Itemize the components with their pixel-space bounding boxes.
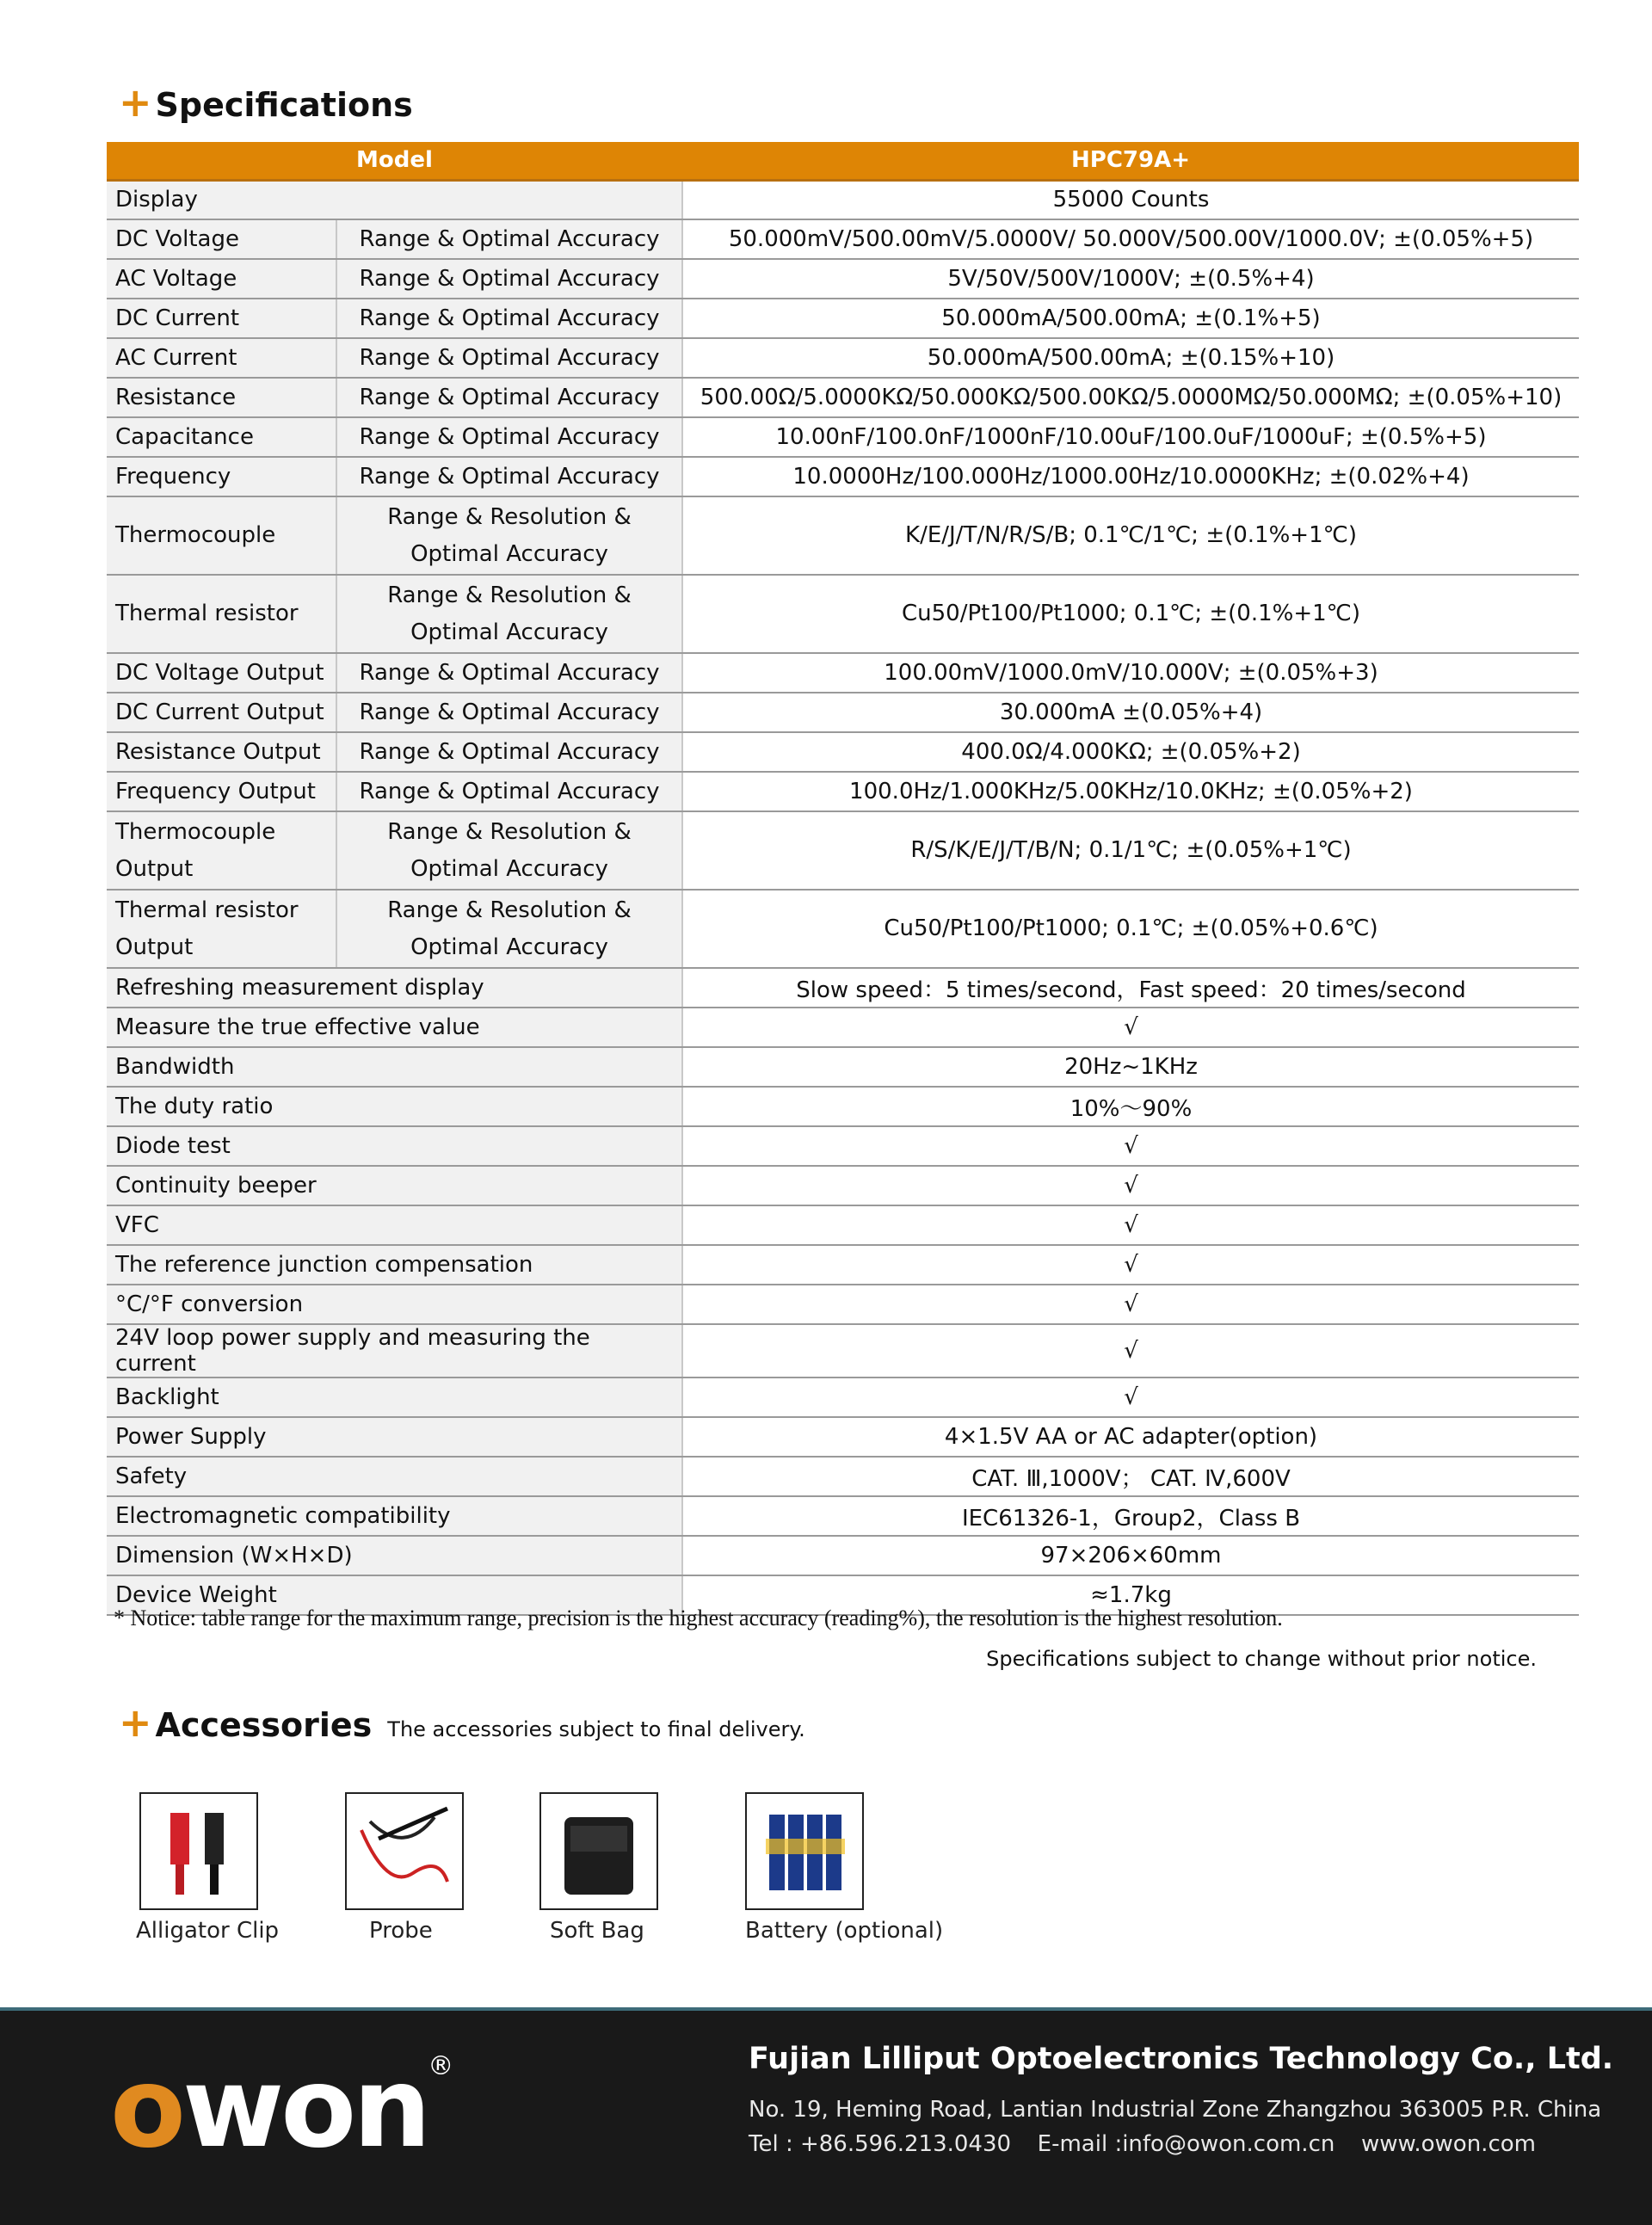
row-label: Display [107, 180, 682, 219]
table-row [107, 772, 1579, 811]
row-type: Range & Optimal Accuracy [336, 457, 682, 496]
row-value: 500.00Ω/5.0000KΩ/50.000KΩ/500.00KΩ/5.0000MΩ/50.000MΩ; ±(0.05%+10) [682, 378, 1579, 417]
owon-logo: owon® [110, 2044, 451, 2173]
row-type: Range & Optimal Accuracy [336, 693, 682, 732]
table-row [107, 653, 1579, 693]
accessory-alligator-clip [136, 1792, 280, 1944]
row-value: 50.000mA/500.00mA; ±(0.15%+10) [682, 338, 1579, 378]
row-label: Safety [107, 1457, 682, 1496]
accessories-heading [119, 1699, 805, 1746]
row-value: 20Hz~1KHz [682, 1047, 1579, 1087]
row-label: Capacitance [107, 417, 336, 457]
table-row [107, 338, 1579, 378]
row-label: VFC [107, 1205, 682, 1245]
row-label: DC Current [107, 299, 336, 338]
row-value: √ [682, 1008, 1579, 1047]
row-label: Continuity beeper [107, 1166, 682, 1205]
row-value: 4×1.5V AA or AC adapter(option) [682, 1417, 1579, 1457]
row-label: Thermal resistor Output [107, 890, 336, 968]
row-value: √ [682, 1205, 1579, 1245]
row-value: ≈1.7kg [682, 1575, 1579, 1615]
company-name: Fujian Lilliput Optoelectronics Technology Co., Ltd. [749, 2042, 1614, 2076]
row-value: √ [682, 1285, 1579, 1324]
row-label: Backlight [107, 1378, 682, 1417]
table-row [107, 457, 1579, 496]
accessory-probe [345, 1792, 464, 1944]
specifications-heading [119, 79, 413, 126]
row-label: Dimension (W×H×D) [107, 1536, 682, 1575]
notice: * Notice: table range for the maximum range, precision is the highest accuracy (reading%), the resolution is the highest resolution. [114, 1606, 1283, 1630]
accessory-label: Probe [369, 1918, 433, 1944]
battery-image [745, 1792, 864, 1910]
table-row [107, 1166, 1579, 1205]
row-label: °C/°F conversion [107, 1285, 682, 1324]
row-value: √ [682, 1166, 1579, 1205]
table-row [107, 1496, 1579, 1536]
contact-info [749, 2131, 1536, 2157]
row-value: 97×206×60mm [682, 1536, 1579, 1575]
accessory-label: Alligator Clip [136, 1918, 280, 1944]
alligator-clip-image [139, 1792, 258, 1910]
accessory-battery [745, 1792, 944, 1944]
row-label: Thermocouple Output [107, 811, 336, 890]
row-value: 30.000mA ±(0.05%+4) [682, 693, 1579, 732]
row-value: Cu50/Pt100/Pt1000; 0.1℃; ±(0.1%+1℃) [682, 575, 1579, 653]
table-row [107, 1047, 1579, 1087]
company-address: No. 19, Heming Road, Lantian Industrial Zone Zhangzhou 363005 P.R. China [749, 2097, 1602, 2123]
header-model-name: HPC79A+ [682, 142, 1579, 180]
row-label: Resistance Output [107, 732, 336, 772]
row-type: Range & Optimal Accuracy [336, 378, 682, 417]
row-label: Electromagnetic compatibility [107, 1496, 682, 1536]
row-type: Range & Optimal Accuracy [336, 299, 682, 338]
table-row [107, 1324, 1579, 1378]
row-value: 10%～90% [682, 1087, 1579, 1126]
row-value: Slow speed：5 times/second，Fast speed：20 times/second [682, 968, 1579, 1008]
specifications-title: Specifications [155, 86, 413, 124]
row-label: Thermal resistor [107, 575, 336, 653]
notice-change: Specifications subject to change without prior notice. [986, 1647, 1537, 1671]
row-type: Range & Optimal Accuracy [336, 417, 682, 457]
row-label: Frequency Output [107, 772, 336, 811]
table-row [107, 1536, 1579, 1575]
table-row [107, 378, 1579, 417]
table-row [107, 417, 1579, 457]
row-label: The reference junction compensation [107, 1245, 682, 1285]
row-value: √ [682, 1126, 1579, 1166]
table-row [107, 732, 1579, 772]
soft-bag-image [539, 1792, 658, 1910]
row-label: AC Current [107, 338, 336, 378]
table-row [107, 1417, 1579, 1457]
row-value: √ [682, 1245, 1579, 1285]
row-label: Measure the true effective value [107, 1008, 682, 1047]
row-value: 55000 Counts [682, 180, 1579, 219]
plus-icon: + [119, 79, 152, 126]
accessories-title: Accessories [155, 1706, 373, 1744]
row-label: DC Voltage Output [107, 653, 336, 693]
table-row [107, 693, 1579, 732]
row-label: Bandwidth [107, 1047, 682, 1087]
row-label: The duty ratio [107, 1087, 682, 1126]
accessories-subtitle: The accessories subject to final delivery. [387, 1717, 805, 1741]
table-row [107, 890, 1579, 968]
row-value: IEC61326-1，Group2，Class B [682, 1496, 1579, 1536]
table-row [107, 575, 1579, 653]
row-type: Range & Optimal Accuracy [336, 653, 682, 693]
table-row [107, 1008, 1579, 1047]
table-row [107, 968, 1579, 1008]
row-value: 100.00mV/1000.0mV/10.000V; ±(0.05%+3) [682, 653, 1579, 693]
table-row [107, 1245, 1579, 1285]
accessory-soft-bag [539, 1792, 658, 1944]
table-row [107, 1378, 1579, 1417]
row-label: Resistance [107, 378, 336, 417]
table-row [107, 1205, 1579, 1245]
row-value: 5V/50V/500V/1000V; ±(0.5%+4) [682, 259, 1579, 299]
row-label: Device Weight [107, 1575, 682, 1615]
row-value: 10.00nF/100.0nF/1000nF/10.00uF/100.0uF/1000uF; ±(0.5%+5) [682, 417, 1579, 457]
row-type: Range & Resolution & Optimal Accuracy [336, 811, 682, 890]
table-row [107, 1087, 1579, 1126]
row-type: Range & Optimal Accuracy [336, 772, 682, 811]
website-link[interactable]: www.owon.com [1360, 2131, 1536, 2157]
row-label: Power Supply [107, 1417, 682, 1457]
row-label: DC Voltage [107, 219, 336, 259]
row-value: 400.0Ω/4.000KΩ; ±(0.05%+2) [682, 732, 1579, 772]
row-value: 10.0000Hz/100.000Hz/1000.00Hz/10.0000KHz; ±(0.02%+4) [682, 457, 1579, 496]
row-value: K/E/J/T/N/R/S/B; 0.1℃/1℃; ±(0.1%+1℃) [682, 496, 1579, 575]
row-type: Range & Optimal Accuracy [336, 259, 682, 299]
table-row [107, 1285, 1579, 1324]
row-label: DC Current Output [107, 693, 336, 732]
row-label: AC Voltage [107, 259, 336, 299]
row-value: √ [682, 1324, 1579, 1378]
row-value: 50.000mV/500.00mV/5.0000V/ 50.000V/500.00V/1000.0V; ±(0.05%+5) [682, 219, 1579, 259]
row-label: 24V loop power supply and measuring the current [107, 1324, 682, 1378]
header-model: Model [107, 142, 682, 180]
row-label: Thermocouple [107, 496, 336, 575]
accessory-label: Battery (optional) [745, 1918, 944, 1944]
row-value: 100.0Hz/1.000KHz/5.00KHz/10.0KHz; ±(0.05%+2) [682, 772, 1579, 811]
row-type: Range & Resolution & Optimal Accuracy [336, 496, 682, 575]
row-value: √ [682, 1378, 1579, 1417]
row-value: Cu50/Pt100/Pt1000; 0.1℃; ±(0.05%+0.6℃) [682, 890, 1579, 968]
probe-image [345, 1792, 464, 1910]
row-value: R/S/K/E/J/T/B/N; 0.1/1℃; ±(0.05%+1℃) [682, 811, 1579, 890]
table-row [107, 496, 1579, 575]
accessory-label: Soft Bag [550, 1918, 644, 1944]
table-row [107, 1457, 1579, 1496]
table-row [107, 180, 1579, 219]
email-link[interactable]: E-mail :info@owon.com.cn [1037, 2131, 1335, 2157]
table-row [107, 299, 1579, 338]
row-value: 50.000mA/500.00mA; ±(0.1%+5) [682, 299, 1579, 338]
table-row [107, 1126, 1579, 1166]
phone: Tel : +86.596.213.0430 [749, 2131, 1012, 2157]
row-type: Range & Resolution & Optimal Accuracy [336, 890, 682, 968]
row-label: Diode test [107, 1126, 682, 1166]
table-row [107, 811, 1579, 890]
row-label: Refreshing measurement display [107, 968, 682, 1008]
row-type: Range & Resolution & Optimal Accuracy [336, 575, 682, 653]
plus-icon: + [119, 1699, 152, 1746]
row-label: Frequency [107, 457, 336, 496]
row-value: CAT. Ⅲ,1000V； CAT. Ⅳ,600V [682, 1457, 1579, 1496]
row-type: Range & Optimal Accuracy [336, 732, 682, 772]
footer [0, 2007, 1652, 2225]
spec-table [107, 142, 1579, 1616]
table-row [107, 219, 1579, 259]
row-type: Range & Optimal Accuracy [336, 219, 682, 259]
table-row [107, 259, 1579, 299]
row-type: Range & Optimal Accuracy [336, 338, 682, 378]
